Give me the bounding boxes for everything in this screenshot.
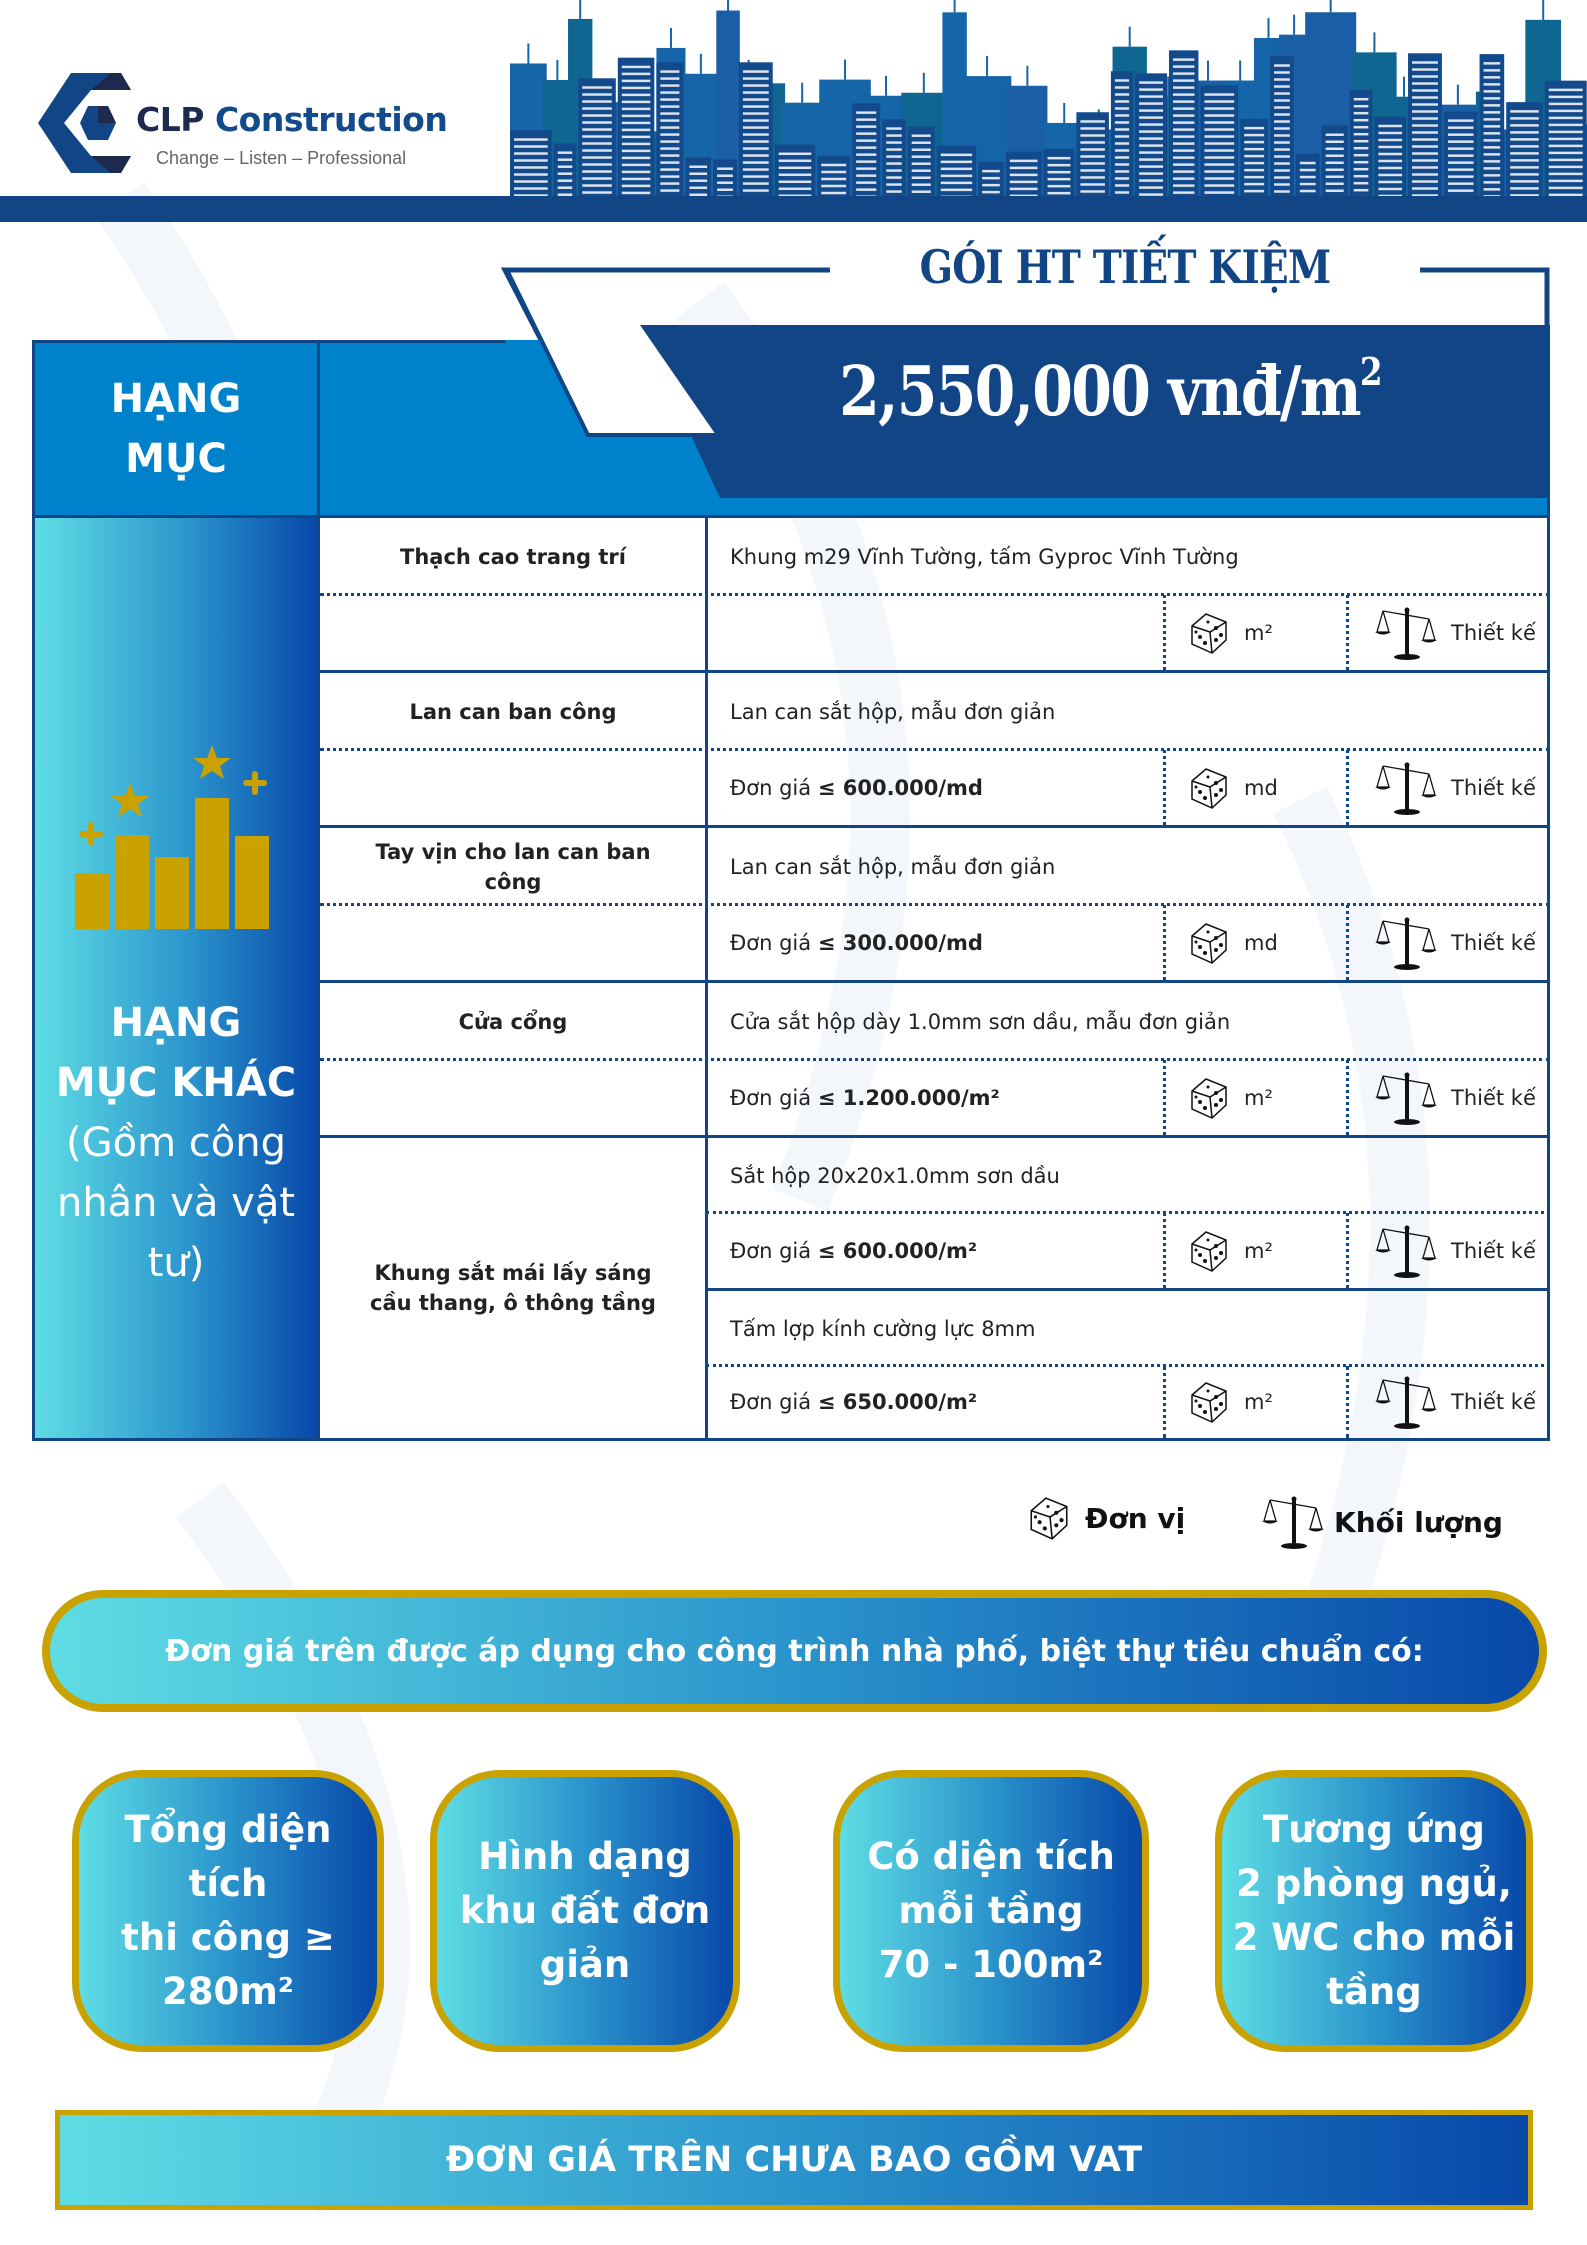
item-price: Đơn giá ≤ 600.000/md <box>730 775 983 800</box>
item-spec: Khung m29 Vĩnh Tường, tấm Gyproc Vĩnh Tường <box>730 544 1239 569</box>
scale-icon <box>1375 1223 1439 1279</box>
item-name: Tay vịn cho lan can ban công <box>375 839 651 894</box>
item-name: Khung sắt mái lấy sáng cầu thang, ô thông tầng <box>370 1261 656 1315</box>
dice-icon <box>1186 1075 1232 1121</box>
scale-icon <box>1375 1374 1439 1430</box>
legend-unit: Đơn vị <box>1025 1494 1185 1542</box>
item-price: Đơn giá ≤ 600.000/m² <box>730 1238 978 1263</box>
brand-name: CLP Construction <box>136 100 448 139</box>
quantity-cell: Thiết kế <box>1375 1213 1536 1288</box>
unit-cell: m² <box>1186 1366 1273 1438</box>
condition-card-shape: Hình dạng khu đất đơn giản <box>430 1770 740 2052</box>
quantity-cell: Thiết kế <box>1375 1060 1536 1135</box>
package-title: GÓI HT TIẾT KIỆM <box>919 240 1331 294</box>
dice-icon <box>1025 1494 1073 1542</box>
brand-tagline: Change – Listen – Professional <box>156 148 407 168</box>
scale-icon <box>1375 915 1439 971</box>
condition-card-floor-area: Có diện tích mỗi tầng 70 - 100m² <box>833 1770 1149 2052</box>
header-bar <box>0 196 1587 222</box>
unit-cell: md <box>1186 750 1278 825</box>
package-price: 2,550,000 vnđ/$m^2$ <box>839 349 1381 432</box>
unit-cell: m² <box>1186 1060 1273 1135</box>
dice-icon <box>1186 920 1232 966</box>
vat-notice: ĐƠN GIÁ TRÊN CHƯA BAO GỒM VAT <box>55 2110 1533 2210</box>
item-price: Đơn giá ≤ 650.000/m² <box>730 1390 978 1414</box>
dice-icon <box>1186 765 1232 811</box>
dice-icon <box>1186 1228 1232 1274</box>
scale-icon <box>1375 1070 1439 1126</box>
unit-cell: md <box>1186 905 1278 980</box>
dice-icon <box>1186 610 1232 656</box>
bar-chart-stars-icon <box>75 743 275 953</box>
legend-quantity: Khối lượng <box>1262 1494 1503 1550</box>
quantity-cell: Thiết kế <box>1375 905 1536 980</box>
quantity-cell: Thiết kế <box>1375 750 1536 825</box>
clp-logo-icon <box>36 68 136 178</box>
city-skyline-illustration <box>510 0 1587 222</box>
item-spec: Cửa sắt hộp dày 1.0mm sơn dầu, mẫu đơn giản <box>730 1009 1231 1034</box>
item-name: Lan can ban công <box>409 699 617 724</box>
price-table <box>320 518 1550 1441</box>
brand-logo <box>36 68 476 178</box>
item-price: Đơn giá ≤ 1.200.000/m² <box>730 1085 1000 1110</box>
item-spec: Lan can sắt hộp, mẫu đơn giản <box>730 854 1056 879</box>
column-header-category: HẠNG MỤC <box>32 340 320 518</box>
scale-icon <box>1375 760 1439 816</box>
item-name: Cửa cổng <box>458 1009 568 1034</box>
quantity-cell: Thiết kế <box>1375 1366 1536 1438</box>
dice-icon <box>1186 1379 1232 1425</box>
item-spec: Tấm lợp kính cường lực 8mm <box>730 1316 1036 1341</box>
unit-cell: m² <box>1186 595 1273 670</box>
item-price: Đơn giá ≤ 300.000/md <box>730 930 983 955</box>
quantity-cell: Thiết kế <box>1375 595 1536 670</box>
scale-icon <box>1375 605 1439 661</box>
item-spec: Lan can sắt hộp, mẫu đơn giản <box>730 699 1056 724</box>
section-other-items <box>32 518 320 1441</box>
item-spec: Sắt hộp 20x20x1.0mm sơn dầu <box>730 1163 1060 1188</box>
unit-cell: m² <box>1186 1213 1273 1288</box>
scale-icon <box>1262 1494 1326 1550</box>
item-name: Thạch cao trang trí <box>400 544 626 569</box>
applicability-note: Đơn giá trên được áp dụng cho công trình nhà phố, biệt thự tiêu chuẩn có: <box>42 1590 1547 1712</box>
condition-card-area: Tổng diện tích thi công ≥ 280m² <box>72 1770 384 2052</box>
condition-card-rooms: Tương ứng 2 phòng ngủ, 2 WC cho mỗi tầng <box>1215 1770 1533 2052</box>
section-title: HẠNG MỤC KHÁC (Gồm công nhân và vật tư) <box>55 1000 297 1286</box>
